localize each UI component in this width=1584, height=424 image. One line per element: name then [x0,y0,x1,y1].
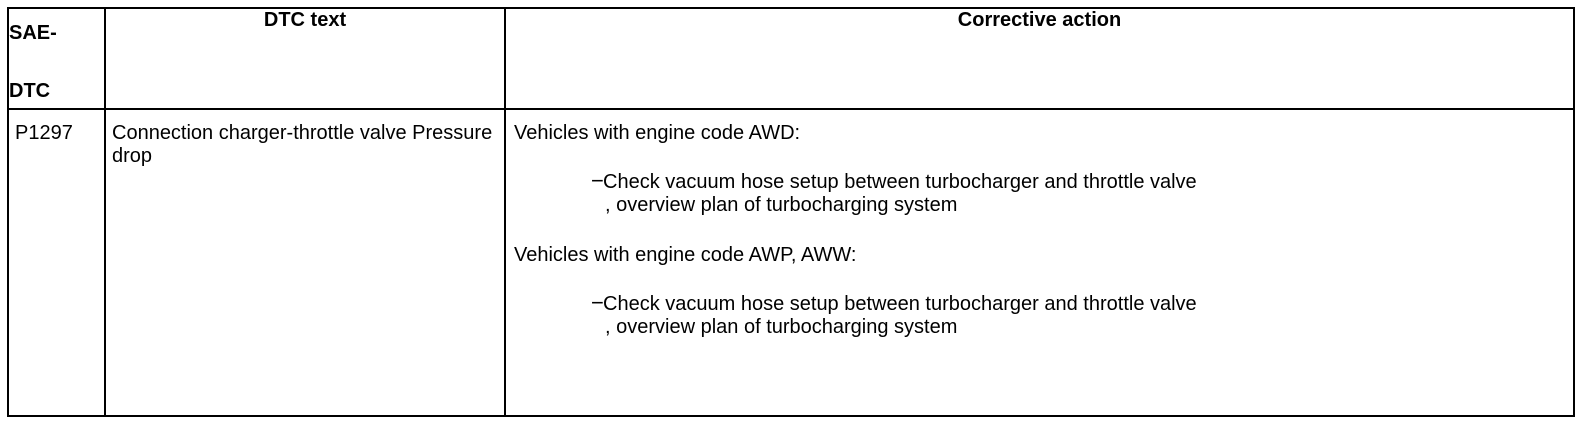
dtc-code: P1297 [8,109,105,416]
header-sae-dtc-line1: SAE- [9,22,57,44]
header-row [8,8,1574,109]
dash-bullet-icon: − [591,290,604,315]
header-sae-dtc [8,8,105,109]
vehicles-awp-aww-label: Vehicles with engine code AWP, AWW: [514,244,857,266]
header-sae-dtc-line2: DTC [9,80,51,102]
corrective-action-cell [505,109,1574,416]
dtc-description: Connection charger-throttle valve Pressure drop [105,109,505,416]
header-corrective-action: Corrective action [505,8,1574,109]
dtc-table [7,7,1575,417]
step-text-line1: Check vacuum hose setup between turbocharger and throttle valve [603,171,1197,193]
action-step-awp-aww [591,290,1565,339]
action-step-awd [591,168,1565,217]
step-text-link[interactable]: , overview plan of turbocharging system [605,194,958,216]
header-dtc-text: DTC text [105,8,505,109]
step-text-line1: Check vacuum hose setup between turbocharger and throttle valve [603,293,1197,315]
vehicles-awd-label: Vehicles with engine code AWD: [514,122,801,144]
table-row [8,109,1574,416]
dash-bullet-icon: − [591,168,604,193]
step-text-link[interactable]: , overview plan of turbocharging system [605,316,958,338]
